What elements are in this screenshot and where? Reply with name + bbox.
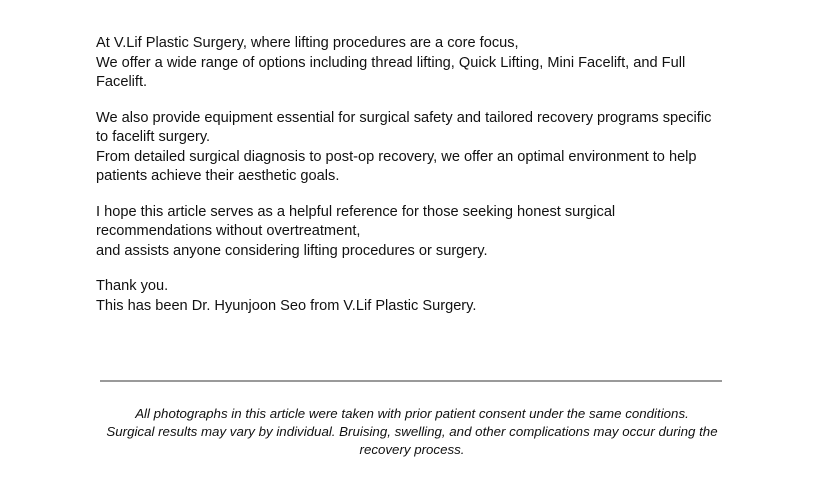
paragraph-reference [96, 203, 726, 262]
section-divider [100, 380, 722, 382]
article-body [96, 34, 726, 332]
paragraph-line: We also provide equipment essential for surgical safety and tailored recovery programs specific to facelift surgery. [96, 109, 712, 145]
paragraph-safety-recovery [96, 109, 726, 187]
paragraph-line: and assists anyone considering lifting procedures or surgery. [96, 242, 488, 259]
paragraph-lifting-options [96, 34, 726, 93]
disclaimer-line: Surgical results may vary by individual. Bruising, swelling, and other complications may occur during the recovery process. [106, 424, 718, 457]
paragraph-line: At V.Lif Plastic Surgery, where lifting procedures are a core focus, [96, 35, 519, 51]
paragraph-line: I hope this article serves as a helpful reference for those seeking honest surgical recommendations without overtreatment, [96, 203, 616, 239]
paragraph-line: Thank you. [96, 278, 169, 294]
paragraph-line: We offer a wide range of options including thread lifting, Quick Lifting, Mini Facelift, and Full Facelift. [96, 54, 686, 90]
disclaimer-note [100, 405, 724, 459]
paragraph-line: From detailed surgical diagnosis to post-op recovery, we offer an optimal environment to help patients achieve their aesthetic goals. [96, 148, 697, 184]
paragraph-line: This has been Dr. Hyunjoon Seo from V.Lif Plastic Surgery. [96, 297, 477, 314]
disclaimer-line: All photographs in this article were taken with prior patient consent under the same conditions. [135, 406, 689, 421]
paragraph-signoff [96, 277, 726, 316]
